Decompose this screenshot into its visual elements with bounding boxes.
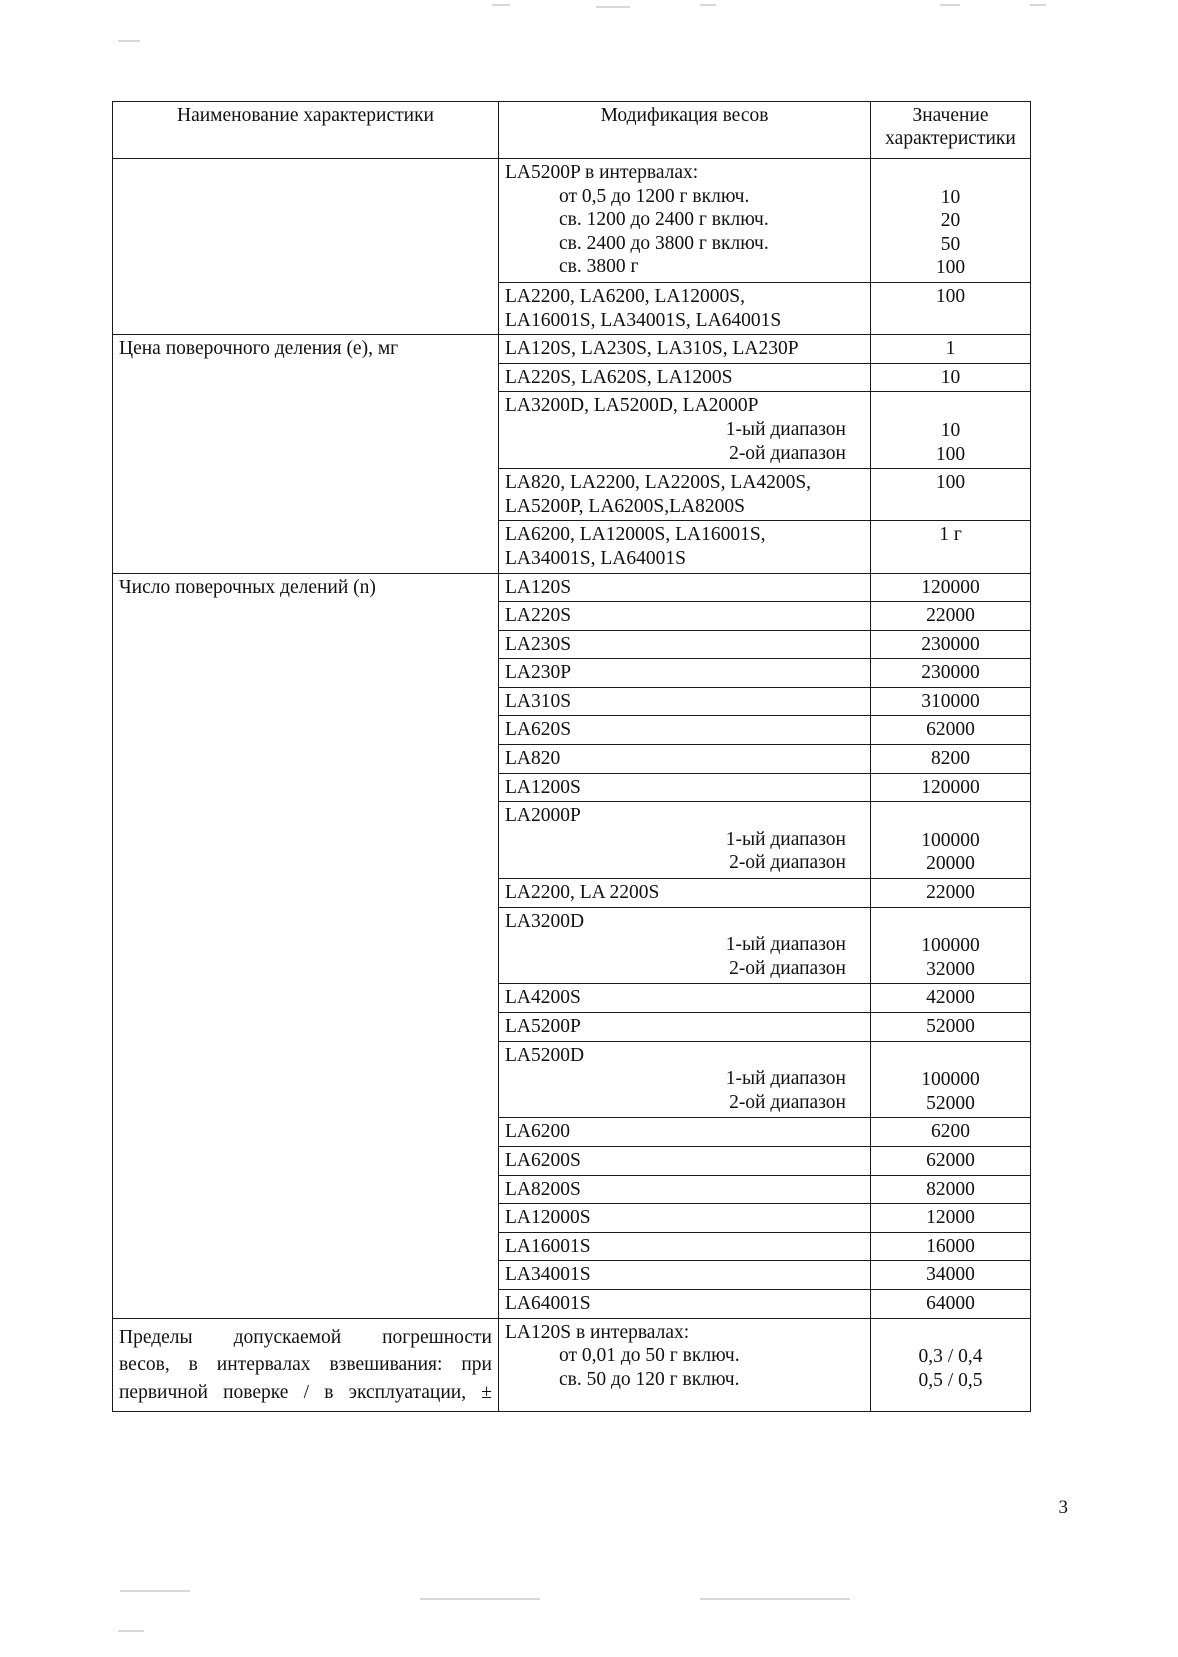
modification-line: св. 3800 г [559,256,639,278]
value-cell: 22000 [871,879,1031,908]
modification-line: св. 2400 до 3800 г включ. [559,232,769,254]
modification-line: 1-ый диапазон [725,418,846,440]
modification-cell: LA4200S [499,984,871,1013]
value-line: 100000 [921,829,980,851]
value-cell: 100 [871,469,1031,521]
value-cell: 62000 [871,716,1031,745]
value-cell: 22000 [871,602,1031,631]
modification-line: св. 50 до 120 г включ. [559,1368,740,1390]
scan-artifact [420,1598,540,1600]
value-line: 100000 [921,935,980,957]
value-cell [871,907,1031,984]
header-characteristic-name: Наименование характеристики [113,102,499,159]
value-cell: 120000 [871,573,1031,602]
value-cell: 34000 [871,1261,1031,1290]
modification-cell: LA120S, LA230S, LA310S, LA230P [499,335,871,364]
modification-line: LA16001S, LA34001S, LA64001S [505,309,782,331]
value-cell [871,1318,1031,1411]
scan-artifact [492,4,510,6]
value-line: 20 [940,210,961,232]
modification-cell: LA1200S [499,773,871,802]
value-line: 52000 [926,1092,975,1114]
value-cell: 230000 [871,659,1031,688]
scan-artifact [118,1630,144,1632]
modification-cell: LA220S, LA620S, LA1200S [499,363,871,392]
value-line: 100000 [921,1069,980,1091]
modification-line: 2-ой диапазон [729,852,846,874]
scan-artifact [700,4,716,6]
group-name-cell: Цена поверочного деления (е), мг [113,335,499,573]
specification-table [112,101,1031,1412]
group-name-line: первичной поверке / в эксплуатации, ± [119,1381,492,1403]
modification-cell: LA6200S [499,1146,871,1175]
modification-cell: LA220S [499,602,871,631]
value-line [877,805,1024,829]
modification-cell: LA8200S [499,1175,871,1204]
value-cell: 100 [871,282,1031,334]
value-cell: 120000 [871,773,1031,802]
modification-line: LA5200P в интервалах: [505,162,699,183]
modification-line: LA2000P [505,805,581,827]
modification-line: от 0,01 до 50 г включ. [559,1345,740,1367]
header-value-line1: Значение [912,105,989,126]
value-cell: 230000 [871,630,1031,659]
value-line: 32000 [926,958,975,980]
modification-cell: LA230S [499,630,871,659]
modification-cell: LA230P [499,659,871,688]
modification-line: LA3200D [505,910,585,932]
value-cell: 52000 [871,1013,1031,1042]
page-number: 3 [1058,1497,1068,1518]
modification-line: LA3200D, LA5200D, LA2000P [505,395,759,417]
modification-cell [499,392,871,469]
value-line [877,395,1024,419]
modification-cell: LA820 [499,745,871,774]
modification-cell [499,469,871,521]
table-row [113,1318,1031,1411]
modification-line: св. 1200 до 2400 г включ. [559,209,769,231]
value-cell: 310000 [871,687,1031,716]
group-name-line: Пределы допускаемой погрешности [119,1326,492,1348]
modification-line: 2-ой диапазон [729,442,846,464]
scan-artifact [596,6,630,8]
value-cell [871,392,1031,469]
group-name-line: весов, в интервалах взвешивания: при [119,1354,492,1376]
group-name-cell [113,1318,499,1411]
scan-artifact [1030,4,1046,6]
modification-cell [499,907,871,984]
modification-line: 1-ый диапазон [725,934,846,956]
value-line: 100 [935,257,966,279]
modification-cell: LA310S [499,687,871,716]
modification-line: LA2200, LA6200, LA12000S, [505,285,745,307]
scan-artifact [120,1590,190,1592]
value-line: 10 [940,419,961,441]
modification-cell [499,521,871,573]
modification-line: LA820, LA2200, LA2200S, LA4200S, [505,472,812,494]
table-row [113,573,1031,602]
modification-line: LA120S в интервалах: [505,1321,690,1343]
table-header-row [113,102,1031,159]
modification-cell [499,1041,871,1118]
value-cell: 42000 [871,984,1031,1013]
group-name-cell: Число поверочных делений (n) [113,573,499,1318]
scan-artifact [940,4,960,6]
specification-table-wrapper [112,101,1030,1412]
modification-cell: LA12000S [499,1204,871,1233]
value-cell: 8200 [871,745,1031,774]
value-cell: 6200 [871,1118,1031,1147]
modification-cell [499,802,871,879]
value-line: 10 [940,186,961,208]
value-line [877,162,1024,186]
modification-line: LA6200, LA12000S, LA16001S, [505,524,766,546]
modification-cell [499,159,871,283]
modification-cell: LA34001S [499,1261,871,1290]
modification-cell [499,1318,871,1411]
value-cell [871,802,1031,879]
value-cell: 82000 [871,1175,1031,1204]
value-cell [871,159,1031,283]
value-cell: 62000 [871,1146,1031,1175]
value-cell [871,1041,1031,1118]
modification-cell: LA120S [499,573,871,602]
scan-artifact [118,40,140,42]
value-line [877,1045,1024,1069]
modification-line: LA34001S, LA64001S [505,547,686,569]
value-line: 0,3 / 0,4 [918,1346,983,1368]
modification-cell: LA620S [499,716,871,745]
modification-line: 1-ый диапазон [725,1068,846,1090]
value-cell: 1 [871,335,1031,364]
modification-cell: LA5200P [499,1013,871,1042]
table-row [113,159,1031,283]
value-line [877,911,1024,935]
value-line: 0,5 / 0,5 [918,1369,983,1391]
header-value-line2: характеристики [885,128,1016,149]
value-cell: 10 [871,363,1031,392]
scan-artifact [700,1598,850,1600]
modification-cell: LA2200, LA 2200S [499,879,871,908]
value-line: 100 [935,443,966,465]
modification-line: 2-ой диапазон [729,957,846,979]
modification-line: LA5200P, LA6200S,LA8200S [505,495,745,517]
value-cell: 1 г [871,521,1031,573]
value-line [877,1322,1024,1346]
value-cell: 16000 [871,1232,1031,1261]
modification-cell [499,282,871,334]
modification-line: 1-ый диапазон [725,828,846,850]
modification-line: LA5200D [505,1044,585,1066]
modification-cell: LA16001S [499,1232,871,1261]
modification-line: от 0,5 до 1200 г включ. [559,185,750,207]
group-name-cell [113,159,499,335]
value-cell: 12000 [871,1204,1031,1233]
modification-cell: LA64001S [499,1289,871,1318]
value-line: 20000 [926,853,975,875]
value-cell: 64000 [871,1289,1031,1318]
header-value [871,102,1031,159]
value-line: 50 [940,233,961,255]
modification-line: 2-ой диапазон [729,1091,846,1113]
header-scale-modification: Модификация весов [499,102,871,159]
table-row [113,335,1031,364]
modification-cell: LA6200 [499,1118,871,1147]
